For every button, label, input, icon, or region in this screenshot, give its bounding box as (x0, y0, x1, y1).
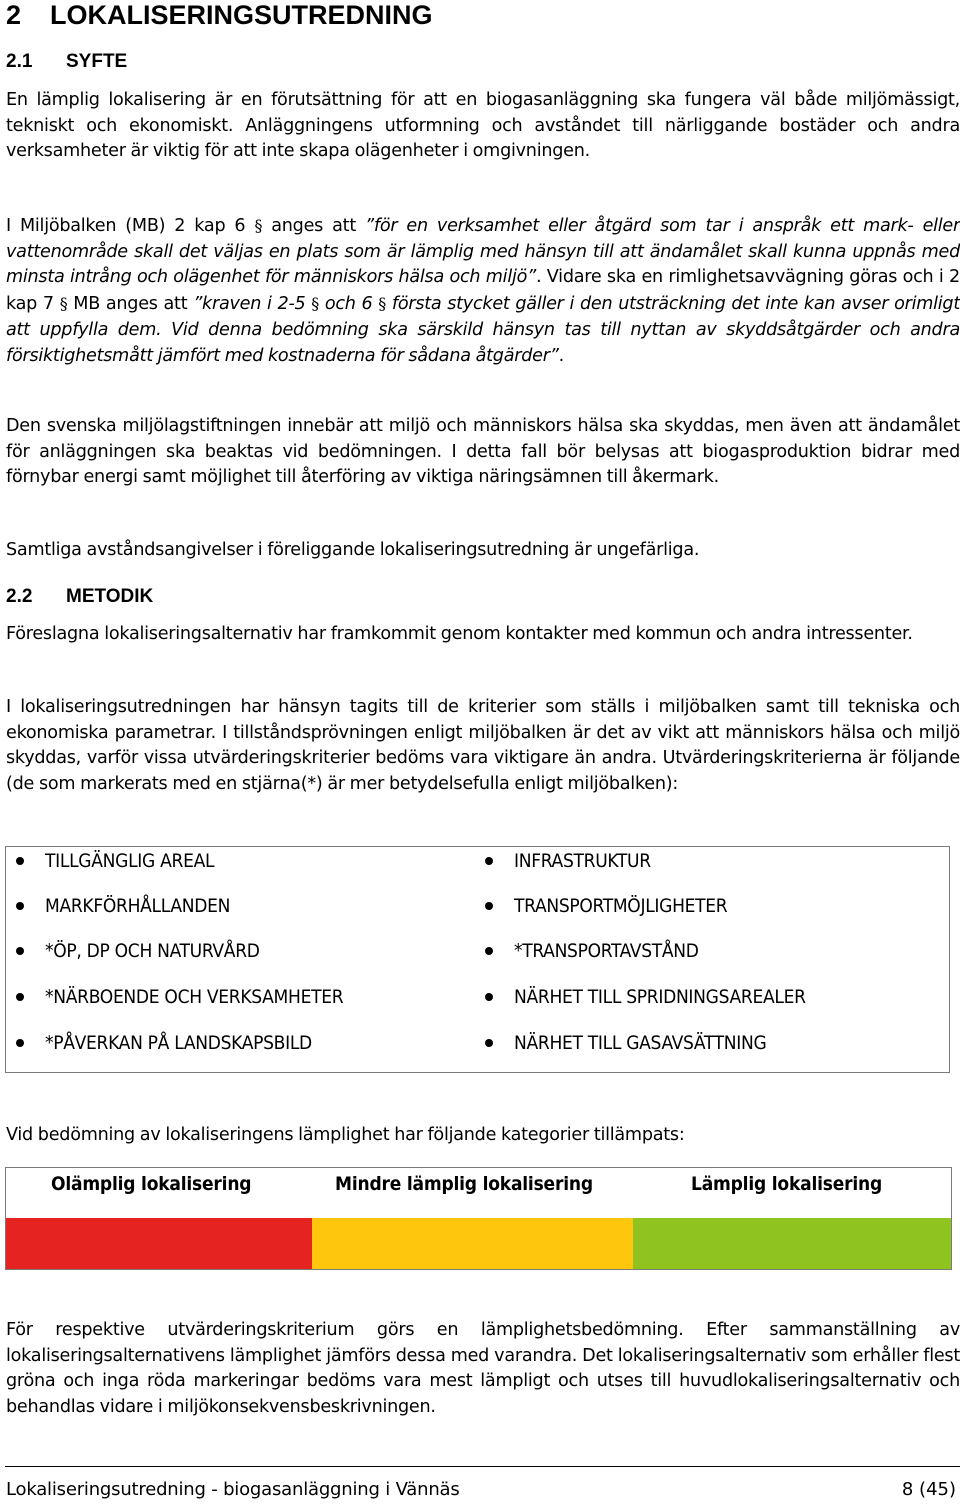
bullet-icon (485, 947, 493, 955)
section-title: SYFTE (66, 51, 128, 72)
criterion-item: *NÄRBOENDE OCH VERKSAMHETER (45, 986, 344, 1008)
footer-document-title: Lokaliseringsutredning - biogasanläggning i Vännäs (6, 1479, 460, 1500)
criterion-item: MARKFÖRHÅLLANDEN (45, 895, 231, 917)
category-swatch-red (6, 1218, 312, 1269)
section-sign: § (59, 294, 68, 314)
category-swatch-green (633, 1218, 951, 1269)
bullet-icon (485, 1039, 493, 1047)
section-number: 2.1 (6, 51, 33, 72)
section-number: 2.2 (6, 586, 33, 607)
criterion-item: *TRANSPORTAVSTÅND (514, 940, 699, 962)
criterion-item: NÄRHET TILL GASAVSÄTTNING (514, 1032, 767, 1054)
section-sign: § (378, 294, 387, 314)
criterion-item: TRANSPORTMÖJLIGHETER (514, 895, 728, 917)
category-label-unsuitable: Olämplig lokalisering (51, 1173, 252, 1195)
bullet-icon (485, 993, 493, 1001)
footer-divider (5, 1466, 960, 1467)
paragraph-purpose: En lämplig lokalisering är en förutsättning för att en biogasanläggning ska fungera väl både miljömässigt, tekniskt och ekonomiskt. Anläggningens utformning och avståndet till närliggande bostäder och andra verksamheter är viktig för att inte skapa olägenheter i omgivningen. (6, 90, 960, 162)
section-heading-syfte (6, 50, 127, 74)
bullet-icon (16, 1039, 24, 1047)
bullet-icon (485, 902, 493, 910)
criterion-item: TILLGÄNGLIG AREAL (45, 850, 215, 872)
bullet-icon (16, 947, 24, 955)
bullet-icon (16, 902, 24, 910)
criterion-item: INFRASTRUKTUR (514, 850, 651, 872)
section-sign: § (254, 216, 263, 235)
category-label-suitable: Lämplig lokalisering (691, 1173, 883, 1195)
chapter-heading (6, 0, 433, 30)
criterion-item: *ÖP, DP OCH NATURVÅRD (45, 940, 260, 962)
footer-page-number: 8 (45) (901, 1479, 956, 1500)
paragraph-miljobalken: I Miljöbalken (MB) 2 kap 6 § anges att ”för en verksamhet eller åtgärd som tar i anspråk ett mark- eller vattenområde skall det väljas en plats som är lämplig med hänsyn till att ändamålet skall kunna uppnås med minsta intrång och olägenhet för människors hälsa och miljö”. Vidare ska en rimlighetsavvägning göras och i 2 kap 7 § MB anges att ”kraven i 2-5 § och 6 § första stycket gäller i den utsträckning det inte kan avser orimligt att uppfylla dem. Vid denna bedömning ska särskild hänsyn tas till nyttan av skyddsåtgärder och andra försiktighetsmått jämfört med kostnaderna för sådana åtgärder”. (6, 216, 960, 366)
quote-2-kap-6: ”för en verksamhet eller åtgärd som tar i anspråk ett mark- eller vattenområde skall det väljas en plats som är lämplig med hänsyn till att ändamålet skall kunna uppnås med minsta intrång och olägenhet för människors hälsa och miljö” (6, 216, 960, 288)
paragraph-assessment: För respektive utvärderingskriterium görs en lämplighetsbedömning. Efter sammanställning av lokaliseringsalternativens lämplighet jämförs dessa med varandra. Det lokaliseringsalternativ som erhåller flest gröna och inga röda markeringar bedöms vara mest lämpligt och utses till huvudlokaliseringsalternativ och behandlas vidare i miljökonsekvensbeskrivningen. (6, 1320, 960, 1418)
category-swatch-yellow (312, 1218, 633, 1269)
paragraph-distances: Samtliga avståndsangivelser i föreliggande lokaliseringsutredning är ungefärliga. (6, 540, 700, 560)
criterion-item: *PÅVERKAN PÅ LANDSKAPSBILD (45, 1032, 312, 1054)
chapter-number: 2 (6, 0, 22, 30)
quote-2-kap-7: första stycket gäller i den utsträckning det inte kan avser orimligt att uppfylla dem. Vid denna bedömning ska särskild hänsyn tas till nyttan av skyddsåtgärder och andra försiktighetsmått jämfört med kostnaderna för sådana åtgärder” (6, 294, 960, 366)
paragraph-legislation: Den svenska miljölagstiftningen innebär att miljö och människors hälsa ska skyddas, men även att ändamålet för anläggningen ska beaktas vid bedömningen. I detta fall bör belysas att biogasproduktion bidrar med förnybar energi samt möjlighet till återföring av viktiga näringsämnen till åkermark. (6, 416, 960, 488)
category-label-less-suitable: Mindre lämplig lokalisering (335, 1173, 593, 1195)
paragraph-categories-intro: Vid bedömning av lokaliseringens lämplighet har följande kategorier tillämpats: (6, 1125, 685, 1145)
paragraph-alternatives: Föreslagna lokaliseringsalternativ har framkommit genom kontakter med kommun och andra intressenter. (6, 624, 913, 644)
section-heading-metodik (6, 585, 153, 609)
criterion-item: NÄRHET TILL SPRIDNINGSAREALER (514, 986, 806, 1008)
bullet-icon (16, 857, 24, 865)
bullet-icon (485, 857, 493, 865)
section-title: METODIK (66, 586, 154, 607)
chapter-title: LOKALISERINGSUTREDNING (50, 0, 433, 30)
paragraph-criteria-intro: I lokaliseringsutredningen har hänsyn tagits till de kriterier som ställs i miljöbalken samt till tekniska och ekonomiska parametrar. I tillståndsprövningen enligt miljöbalken är det av vikt att människors hälsa och miljö skyddas, varför vissa utvärderingskriterier bedöms vara viktigare än andra. Utvärderingskriterierna är följande (de som markerats med en stjärna(*) är mer betydelsefulla enligt miljöbalken): (6, 697, 960, 795)
section-sign: § (311, 294, 320, 314)
bullet-icon (16, 993, 24, 1001)
